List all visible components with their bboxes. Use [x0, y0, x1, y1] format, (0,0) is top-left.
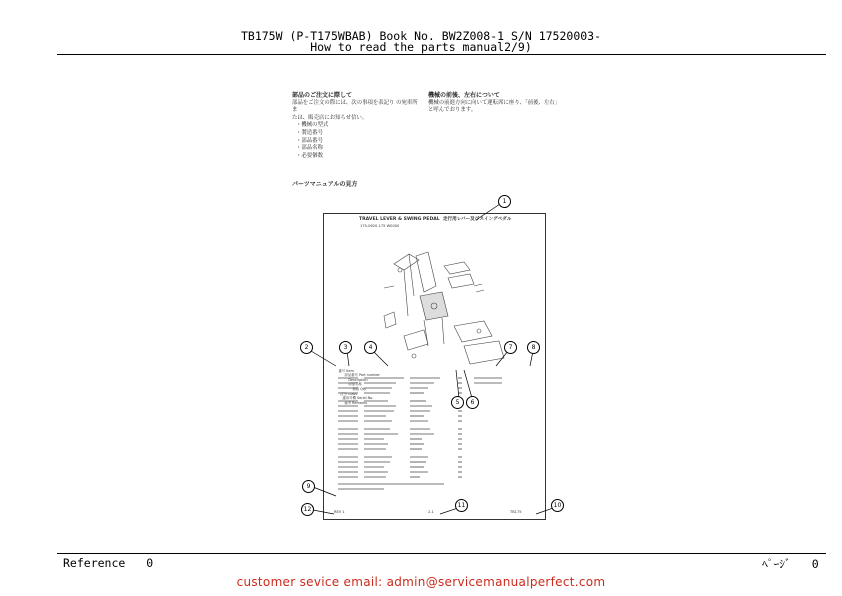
callout-10: 10 — [551, 499, 564, 512]
reference-label: Reference — [63, 556, 126, 570]
parts-order-item: ・部品番号 — [296, 137, 323, 144]
callout-1: 1 — [498, 195, 511, 208]
parts-order-title: 部品のご注文に際して — [292, 92, 353, 99]
callout-7: 7 — [504, 341, 517, 354]
customer-service-email: customer sevice email: admin@servicemanualperfect.com — [236, 575, 606, 589]
sheet-code-label: TB175 — [510, 510, 522, 514]
parts-order-line-2: たは、販売店にお知らせ信い。 — [292, 114, 368, 121]
col-serial: 適用号機 Serial No. — [342, 396, 374, 401]
callout-2: 2 — [300, 341, 313, 354]
header-line-1: TB175W (P-T175WBAB) Book No. BW2Z008-1 S/N 17520003- — [240, 29, 602, 43]
footer-reference — [63, 556, 153, 570]
sheet-subtitle: 175-0620-175 W0000 — [360, 224, 400, 228]
col-part-number: 部品番号 Part number — [344, 373, 380, 378]
col-description: Description — [348, 377, 368, 382]
callout-4: 4 — [364, 341, 377, 354]
machine-direction-line-1: 機械の前進方向に向いて運転席に座り、「前後、左右」 — [428, 99, 561, 106]
col-qty: 個数 Qty — [352, 386, 367, 391]
callout-6: 6 — [466, 396, 479, 409]
header-line-2: How to read the parts manual2/9) — [310, 40, 532, 54]
parts-order-item: ・機械の型式 — [296, 122, 329, 129]
section-title: パーツマニュアルの見方 — [292, 181, 358, 188]
parts-order-line-1: 部品をご注文の際には、次の事項を表記り の宛車所ま — [292, 99, 418, 114]
footer-divider — [57, 553, 826, 554]
parts-order-item: ・必要個数 — [296, 152, 323, 159]
callout-11: 11 — [455, 499, 468, 512]
col-item: 番号 Item — [338, 368, 354, 373]
page-label: ﾍﾟｰｼﾞ — [762, 557, 791, 571]
callout-12: 12 — [301, 503, 314, 516]
callout-8: 8 — [527, 341, 540, 354]
parts-order-item: ・製造番号 — [296, 129, 323, 136]
callout-3: 3 — [339, 341, 352, 354]
sheet-page-label: 2-1 — [428, 510, 434, 514]
reference-value: 0 — [146, 556, 154, 570]
callout-5: 5 — [451, 396, 464, 409]
page-value: 0 — [811, 557, 819, 571]
callout-9: 9 — [302, 480, 315, 493]
col-class: 区分 Class — [340, 391, 358, 396]
footer-page — [762, 556, 819, 572]
machine-direction-title: 機械の前後、左右について — [428, 92, 500, 99]
sheet-ref-label: REV 1 — [334, 510, 345, 514]
col-name: 部品名称 — [348, 382, 362, 387]
sheet-title: TRAVEL LEVER & SWING PEDAL 走行用レバー及びスイングペダル — [359, 217, 512, 222]
col-remarks: 備考 Remarks — [344, 400, 367, 405]
machine-direction-line-2: と呼んでおります。 — [428, 107, 477, 114]
parts-order-item: ・部品名称 — [296, 145, 323, 152]
